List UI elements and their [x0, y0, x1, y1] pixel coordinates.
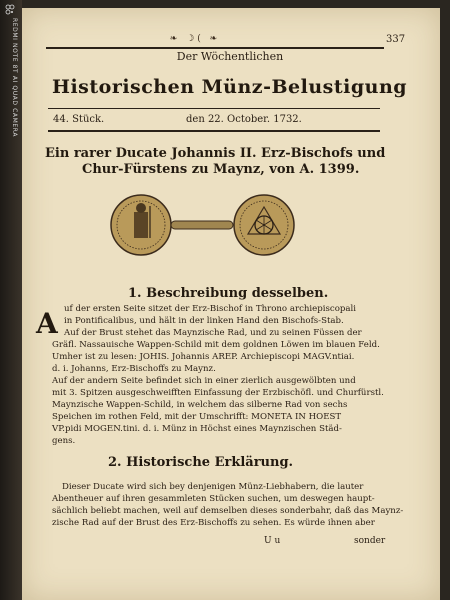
- section1-line: Gräfl. Nassauische Wappen-Schild mit dem goldnen Löwen im blauen Feld.: [52, 340, 380, 350]
- coin-obverse-icon: [111, 195, 171, 255]
- signature-mark: U u: [264, 536, 281, 546]
- section1-line: mit 3. Spitzen ausgeschweifften Einfassung der Erzbischöfl. und Churfürstl.: [52, 388, 384, 398]
- coin-illustration: [108, 192, 298, 258]
- section1-line: d. i. Johanns, Erz-Bischoffs zu Maynz.: [52, 364, 216, 374]
- section1-line: VP.pidi MOGEN.tini. d. i. Münz in Höchst eines Maynzischen Städ-: [52, 424, 342, 434]
- header-rule-bottom: [48, 130, 380, 132]
- watermark-line1: REDMI NOTE 8T: [11, 18, 18, 74]
- section1-line: Maynzische Wappen-Schild, in welchem das silberne Rad von sechs: [52, 400, 348, 410]
- catchword: sonder: [354, 536, 386, 546]
- section1-line: Umher ist zu lesen: JOHIS. Johannis AREP. Archiepiscopi MAGV.ntiai.: [52, 352, 355, 362]
- page-number: 337: [386, 34, 406, 45]
- watermark-line2: AI QUAD CAMERA: [11, 75, 18, 138]
- section2-line: Dieser Ducate wird sich bey denjenigen Münz-Liebhabern, die lauter: [62, 482, 364, 492]
- section1-heading: 1. Beschreibung desselben.: [128, 286, 329, 301]
- section1-line: Auf der Brust stehet das Maynzische Rad, und zu seinen Füssen der: [64, 328, 362, 338]
- section1-line: uf der ersten Seite sitzet der Erz-Bischof in Throno archiepiscopali: [64, 304, 357, 314]
- issue-number: 44. Stück.: [53, 114, 105, 125]
- issue-date: den 22. October. 1732.: [186, 114, 302, 125]
- header-line1: Der Wöchentlichen: [176, 50, 284, 63]
- camera-logo-icon: [5, 4, 15, 16]
- section2-line: zische Rad auf der Brust des Erz-Bischoffs zu sehen. Es würde ihnen aber: [52, 518, 375, 528]
- section1-line: in Pontificalibus, und hält in der linken Hand den Bischofs-Stab.: [64, 316, 344, 326]
- chain-link-icon: [171, 221, 233, 229]
- coin-reverse-icon: [234, 195, 294, 255]
- header-ornament: ❧ ☽( ❧: [169, 34, 221, 44]
- header-line2: Historischen Münz-Belustigung: [52, 76, 408, 98]
- header-rule-mid: [48, 108, 380, 109]
- article-title-line1: Ein rarer Ducate Johannis II. Erz-Bischofs und: [45, 146, 386, 161]
- section2-heading: 2. Historische Erklärung.: [108, 455, 294, 470]
- section2-line: sächlich beliebt machen, weil auf demselben dieses sonderbahr, daß das Maynz-: [52, 506, 404, 516]
- section1-line: Auf der andern Seite befindet sich in einer zierlich ausgewölbten und: [52, 376, 356, 386]
- drop-cap: A: [36, 307, 58, 340]
- article-title-line2: Chur-Fürstens zu Maynz, von A. 1399.: [82, 162, 360, 177]
- camera-watermark: [4, 18, 18, 137]
- header-rule-top: [46, 47, 384, 49]
- section1-line: gens.: [52, 436, 76, 446]
- section1-line: Speichen im rothen Feld, mit der Umschrifft: MONETA IN HOEST: [52, 412, 342, 422]
- section2-line: Abentheuer auf ihren gesammleten Stücken suchen, um deswegen haupt-: [52, 494, 375, 504]
